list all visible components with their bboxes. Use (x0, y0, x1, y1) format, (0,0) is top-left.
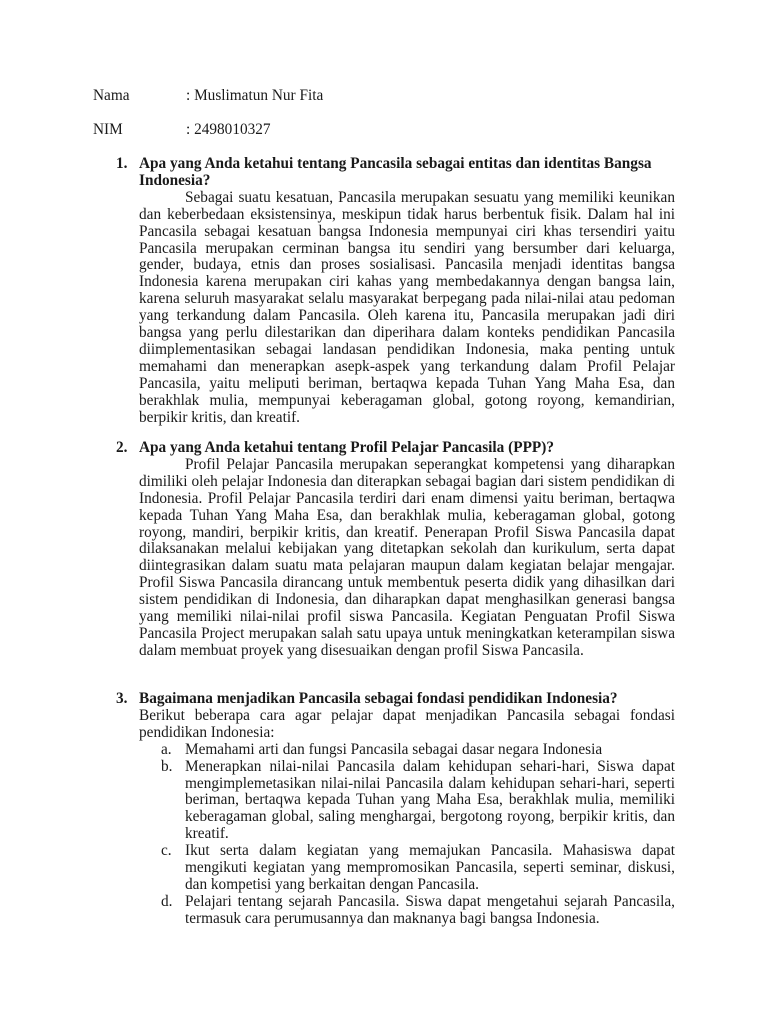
question-title: Bagaimana menjadikan Pancasila sebagai fondasi pendidikan Indonesia? (139, 690, 618, 707)
question-2 (116, 440, 675, 660)
list-marker: c. (161, 842, 172, 860)
list-marker: a. (161, 740, 172, 758)
question-3 (116, 691, 675, 928)
nim-row (93, 122, 693, 139)
list-item-text: Pelajari tentang sejarah Pancasila. Siswa dapat mengetahui sejarah Pancasila, termasuk cara perumusannya dan maknanya bagi bangsa Indonesia. (185, 892, 675, 927)
list-item (139, 843, 675, 894)
list-item (139, 759, 675, 844)
question-number: 2. (116, 439, 128, 456)
question-title: Apa yang Anda ketahui tentang Pancasila sebagai entitas dan identitas Bangsa Indonesia? (139, 155, 652, 189)
list-item-text: Menerapkan nilai-nilai Pancasila dalam kehidupan sehari-hari, Siswa dapat mengimplemetasikan nilai-nilai Pancasila dalam kehidupan sehari-hari, seperti beriman, bertaqwa kepada Tuhan yang Maha Esa, berakhlak mulia, memiliki keberagaman global, saling menghargai, bergotong royong, berpikir kritis, dan kreatif. (185, 757, 675, 843)
name-row (93, 88, 693, 105)
list-item (139, 894, 675, 928)
nim-value: : 2498010327 (186, 121, 271, 138)
list-marker: b. (161, 757, 173, 775)
name-value: : Muslimatun Nur Fita (186, 87, 324, 104)
question-answer: Profil Pelajar Pancasila merupakan seperangkat kompetensi yang diharapkan dimiliki oleh pelajar Indonesia dan diterapkan sebagai bagian dari sistem pendidikan di Indonesia. Profil Pelajar Pancasila terdiri dari enam dimensi yaitu beriman, bertaqwa kepada Tuhan Yang Maha Esa, dan berakhlak mulia, keberagaman global, gotong royong, mandiri, berpikir kritis, dan kreatif. Penerapan Profil Siswa Pancasila dapat dilaksanakan melalui kebijakan yang ditetapkan sekolah dan kurikulum, serta dapat diintegrasikan dalam suatu mata pelajaran maupun dalam kegiatan belajar mengajar. Profil Siswa Pancasila dirancang untuk membentuk peserta didik yang dihasilkan dari sistem pendidikan di Indonesia, dan diharapkan dapat menghasilkan generasi bangsa yang memiliki nilai-nilai profil siswa Pancasila. Kegiatan Penguatan Profil Siswa Pancasila Project merupakan salah satu upaya untuk meningkatkan keterampilan siswa dalam membuat proyek yang disesuaikan dengan profil Siswa Pancasila. (139, 455, 675, 659)
question-answer: Sebagai suatu kesatuan, Pancasila merupakan sesuatu yang memiliki keunikan dan keberbedaan eksistensinya, meskipun tidak harus berbentuk fisik. Dalam hal ini Pancasila sebagai kesatuan bangsa Indonesia mempunyai ciri khas tersendiri yaitu Pancasila merupakan cerminan bangsa itu sendiri yang bersumber dari keluarga, gender, budaya, etnis dan proses sosialisasi. Pancasila menjadi identitas bangsa Indonesia karena merupakan ciri kahas yang membedakannya dengan bangsa lain, karena seluruh masyarakat selalu masyarakat berpegang pada nilai-nilai atau pedoman yang terkandung dalam Pancasila. Oleh karena itu, Pancasila merupakan jadi diri bangsa yang perlu dilestarikan dan diperihara dalam konteks pendidikan Pancasila diimplementasikan sebagai landasan pendidikan Indonesia, maka penting untuk memahami dan menerapkan asepk-aspek yang terkandung dalam Profil Pelajar Pancasila, yaitu meliputi beriman, bertaqwa kepada Tuhan Yang Maha Esa, dan berakhlak mulia, mempunyai keberagaman global, gotong royong, kemandirian, berpikir kritis, dan kreatif. (139, 188, 675, 426)
answer-list (139, 742, 675, 928)
question-number: 1. (116, 155, 128, 172)
question-title: Apa yang Anda ketahui tentang Profil Pelajar Pancasila (PPP)? (139, 439, 555, 456)
list-item-text: Memahami arti dan fungsi Pancasila sebagai dasar negara Indonesia (185, 740, 603, 758)
question-1 (116, 156, 675, 427)
nim-label: NIM (93, 121, 123, 138)
list-item-text: Ikut serta dalam kegiatan yang memajukan Pancasila. Mahasiswa dapat mengikuti kegiatan yang mempromosikan Pancasila, seperti seminar, diskusi, dan kompetisi yang berkaitan dengan Pancasila. (185, 842, 675, 893)
name-label: Nama (93, 87, 130, 104)
question-intro: Berikut beberapa cara agar pelajar dapat menjadikan Pancasila sebagai fondasi pendidikan Indonesia: (139, 706, 675, 741)
question-number: 3. (116, 690, 128, 707)
list-marker: d. (161, 892, 173, 910)
list-item (139, 742, 675, 759)
